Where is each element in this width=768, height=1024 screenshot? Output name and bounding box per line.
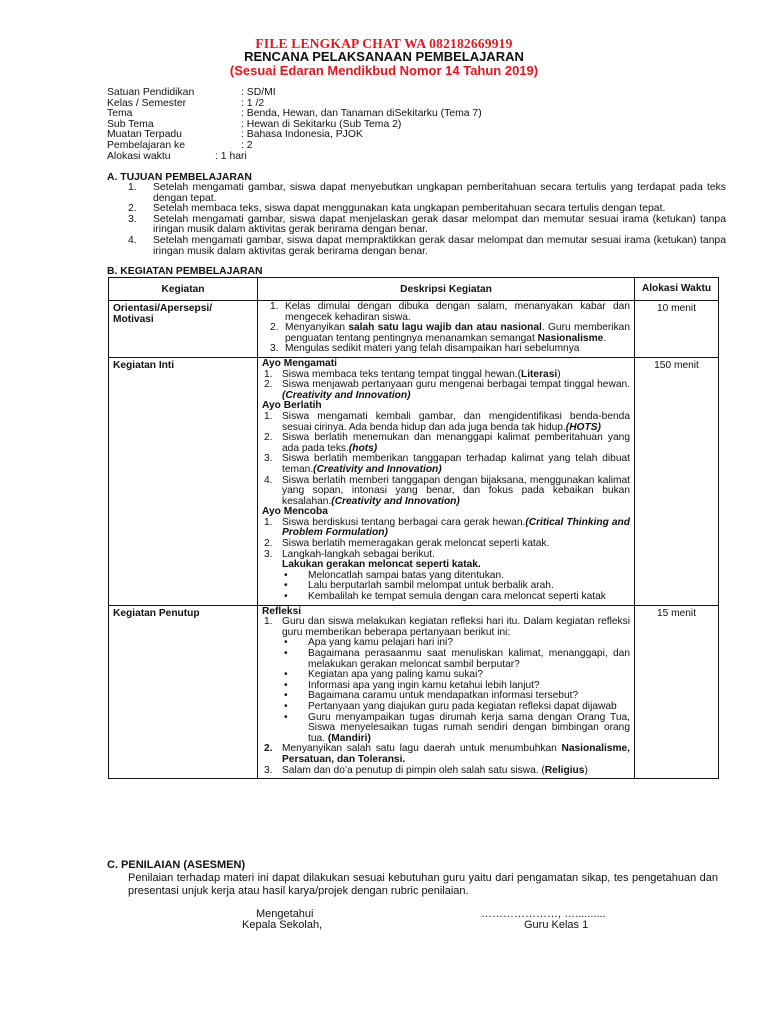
table-row xyxy=(109,357,719,605)
identity-row: Pembelajaran ke : 2 xyxy=(107,139,253,151)
list-item: 3. Mengulas sedikit materi yang telah disampaikan hari sebelumnya xyxy=(270,343,580,355)
identity-row: Tema : Benda, Hewan, dan Tanaman diSekitarku (Tema 7) xyxy=(107,108,482,120)
signature-right-top: …………………, ….......... xyxy=(481,908,606,920)
list-item: 2. Menyanyikan salah satu lagu wajib dan atau nasional. Guru memberikan penguatan tentang pentingnya menanamkan semangat Nasionalisme. xyxy=(270,322,630,344)
list-item: • Apa yang kamu pelajari hari ini? xyxy=(284,637,453,649)
section-c-title: C. PENILAIAN (ASESMEN) xyxy=(107,859,246,871)
list-item: • Kembalilah ke tempat semula dengan cara meloncat seperti katak xyxy=(284,591,606,603)
section-a-title: A. TUJUAN PEMBELAJARAN xyxy=(107,172,252,183)
subheading: Lakukan gerakan meloncat seperti katak. xyxy=(282,559,481,571)
objectives-list xyxy=(128,183,726,257)
list-item: • Bagaimana caramu untuk mendapatkan informasi tersebut? xyxy=(284,690,579,702)
assessment-paragraph: Penilaian terhadap materi ini dapat dilakukan sesuai kebutuhan guru yaitu dari pengamatan sikap, tes pengetahuan dan presentasi unjuk kerja atau hasil karya/projek dengan rubric penilaian. xyxy=(128,872,718,898)
list-item: • Bagaimana perasaanmu saat menuliskan kalimat, menanggapi, dan melakukan gerakan meloncat sambil berputar? xyxy=(284,648,630,670)
identity-row: Satuan Pendidikan : SD/MI xyxy=(107,87,276,98)
table-row xyxy=(109,301,719,358)
column-header-kegiatan: Kegiatan xyxy=(109,278,258,301)
signature-right-bottom: Guru Kelas 1 xyxy=(524,919,589,931)
list-item: • Informasi apa yang ingin kamu ketahui lebih lanjut? xyxy=(284,679,540,691)
list-item: • Meloncatlah sampai batas yang ditentukan. xyxy=(284,569,504,581)
list-item: 3. Salam dan do’a penutup di pimpin oleh salah satu siswa. (Religius) xyxy=(264,764,588,776)
promo-header: FILE LENGKAP CHAT WA 082182669919 xyxy=(255,36,513,51)
activity-table xyxy=(108,277,719,779)
time-allocation: 150 menit xyxy=(654,359,699,371)
identity-row: Sub Tema : Hewan di Sekitarku (Sub Tema 2) xyxy=(107,118,402,130)
list-item: 4. Setelah mengamati gambar, siswa dapat mempraktikkan gerak dasar melompat dan memutar sesuai irama (ketukan) tanpa iringan musik dalam aktivitas gerak berirama dengan benar. xyxy=(128,234,726,257)
time-allocation: 10 menit xyxy=(656,303,697,314)
identity-row: Alokasi waktu : 1 hari xyxy=(107,150,247,162)
signature-left-bottom: Kepala Sekolah, xyxy=(242,919,323,931)
list-item: 2. Setelah membaca teks, siswa dapat menggunakan kata ungkapan pemberitahuan secara tertulis dengan tepat. xyxy=(128,203,666,215)
activity-name: Orientasi/Apersepsi/ Motivasi xyxy=(113,303,213,325)
document-subtitle: (Sesuai Edaran Mendikbud Nomor 14 Tahun 2019) xyxy=(229,63,539,78)
activity-description xyxy=(258,358,634,605)
subheading: Refleksi xyxy=(262,605,302,617)
identity-row: Muatan Terpadu : Bahasa Indonesia, PJOK xyxy=(107,129,363,141)
list-item: 4. Siswa berlatih memberi tanggapan dengan bijaksana, menggunakan kalimat yang sopan, intonasi yang benar, dan fokus pada kebaikan bukan kesalahan.(Creativity and Innovation) xyxy=(264,474,630,507)
list-item: • Kegiatan apa yang paling kamu sukai? xyxy=(284,669,484,681)
subheading: Ayo Mengamati xyxy=(262,357,337,369)
table-header-row xyxy=(109,278,719,301)
column-header-deskripsi: Deskripsi Kegiatan xyxy=(258,278,635,301)
activity-name: Kegiatan Penutup xyxy=(113,607,200,619)
list-item: 1. Siswa berdiskusi tentang berbagai cara gerak hewan.(Critical Thinking and Problem Formulation) xyxy=(264,516,630,539)
list-item: • Lalu berputarlah sambil melompat untuk berbalik arah. xyxy=(284,580,554,592)
list-item: 2. Menyanyikan salah satu lagu daerah untuk menumbuhkan Nasionalisme, Persatuan, dan Toleransi. xyxy=(264,743,630,765)
list-item: 1. Setelah mengamati gambar, siswa dapat menyebutkan ungkapan pemberitahuan secara tertulis yang terdapat pada teks dengan tepat. xyxy=(128,182,726,204)
document-title: RENCANA PELAKSANAAN PEMBELAJARAN xyxy=(244,49,524,64)
identity-block xyxy=(107,88,747,162)
column-header-alokasi: Alokasi Waktu xyxy=(635,278,719,301)
list-item: 2. Siswa menjawab pertanyaan guru mengenai berbagai tempat tinggal hewan.(Creativity and Innovation) xyxy=(264,379,630,401)
activity-description xyxy=(258,301,634,357)
identity-row: Kelas / Semester : 1 /2 xyxy=(107,97,265,109)
list-item: 1. Siswa membaca teks tentang tempat tinggal hewan.(Literasi) xyxy=(264,368,561,380)
list-item: • Pertanyaan yang diajukan guru pada kegiatan refleksi dapat dijawab xyxy=(284,700,617,712)
activity-description xyxy=(258,606,634,779)
signature-left-top: Mengetahui xyxy=(256,908,314,920)
list-item: 3. Langkah-langkah sebagai berikut. xyxy=(264,548,435,560)
list-item: 3. Siswa berlatih memberikan tanggapan terhadap kalimat yang telah dibuat teman.(Creativity and Innovation) xyxy=(264,453,630,475)
list-item: 1. Guru dan siswa melakukan kegiatan refleksi hari itu. Dalam kegiatan refleksi guru memberikan beberapa pertanyaan berikut ini: xyxy=(264,616,630,638)
subheading: Ayo Berlatih xyxy=(262,400,322,412)
time-allocation: 15 menit xyxy=(656,607,697,619)
list-item: 2. Siswa berlatih menemukan dan menanggapi kalimat pemberitahuan yang ada pada teks.(hots) xyxy=(264,432,630,454)
list-item: 3. Setelah mengamati gambar, siswa dapat menjelaskan gerak dasar melompat dan memutar sesuai irama (ketukan) tanpa iringan musik dalam aktivitas gerak berirama dengan benar. xyxy=(128,213,726,236)
list-item: 1. Kelas dimulai dengan dibuka dengan salam, menanyakan kabar dan mengecek kehadiran siswa. xyxy=(270,301,630,323)
list-item: • Guru menyampaikan tugas dirumah kerja sama dengan Orang Tua, Siswa menyelesaikan tugas rumah sendiri dengan bimbingan orang tua. (Mandiri) xyxy=(284,711,630,744)
list-item: 1. Siswa mengamati kembali gambar, dan mengidentifikasi benda-benda sesuai cirinya. Ada benda hidup dan ada juga benda tak hidup.(HOTS) xyxy=(264,410,630,433)
activity-name: Kegiatan Inti xyxy=(113,359,175,371)
table-row xyxy=(109,605,719,779)
list-item: 2. Siswa berlatih memeragakan gerak meloncat seperti katak. xyxy=(264,538,550,550)
subheading: Ayo Mencoba xyxy=(262,506,328,518)
section-b-title: B. KEGIATAN PEMBELAJARAN xyxy=(107,266,263,277)
